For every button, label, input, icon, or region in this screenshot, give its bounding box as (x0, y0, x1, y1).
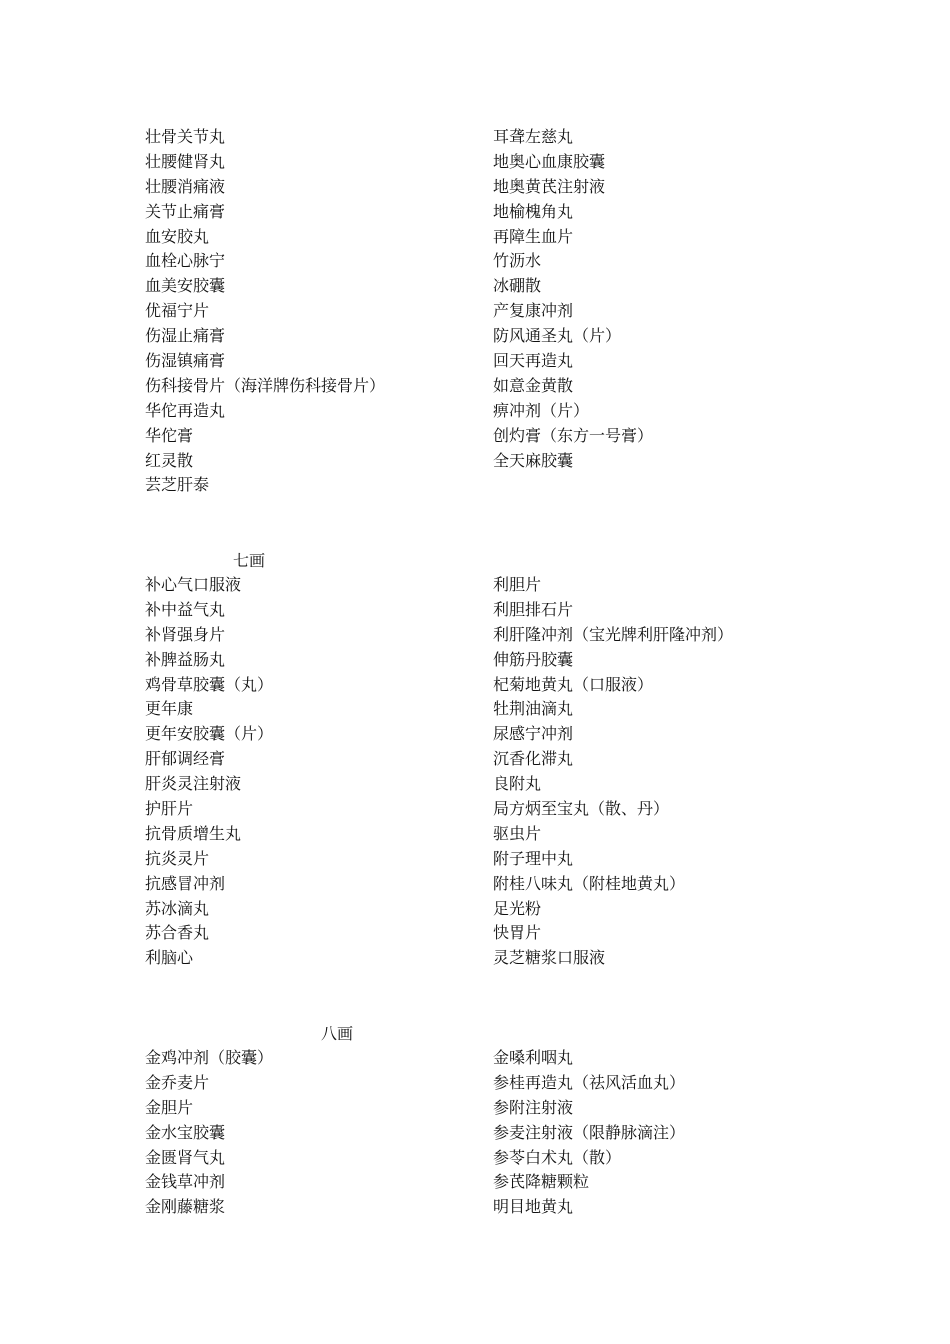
drug-name-item: 金嗓利咽丸 (493, 1048, 574, 1067)
drug-name-item: 关节止痛膏 (145, 201, 226, 221)
drug-name-item: 壮腰消痛液 (145, 176, 226, 196)
drug-name-item: 沉香化滞丸 (493, 749, 574, 769)
drug-name-item: 金水宝胶囊 (145, 1122, 226, 1142)
drug-name-item: 附桂八味丸（附桂地黄丸） (493, 873, 686, 893)
drug-name-item: 耳聋左慈丸 (493, 127, 574, 146)
drug-name-item: 快胃片 (493, 923, 542, 943)
drug-name-item: 华佗膏 (145, 425, 194, 445)
drug-name-item: 驱虫片 (493, 823, 542, 843)
drug-name-item: 明目地黄丸 (493, 1197, 574, 1217)
drug-name-item: 再障生血片 (493, 226, 574, 246)
drug-name-item: 伤湿止痛膏 (145, 326, 226, 346)
drug-name-item: 利脑心 (145, 948, 194, 968)
drug-name-item: 金鸡冲剂（胶囊） (145, 1048, 274, 1067)
drug-name-item: 补心气口服液 (145, 575, 242, 594)
drug-name-item: 如意金黄散 (493, 375, 574, 395)
drug-name-item: 更年康 (145, 699, 194, 719)
drug-name-item: 全天麻胶囊 (493, 450, 574, 470)
drug-name-item: 肝炎灵注射液 (145, 774, 242, 794)
drug-name-item: 抗感冒冲剂 (145, 873, 226, 893)
drug-name-item: 金匮肾气丸 (145, 1147, 226, 1167)
drug-name-item: 良附丸 (493, 774, 542, 794)
drug-column-right (493, 1046, 833, 1220)
drug-name-item: 足光粉 (493, 898, 542, 918)
drug-name-item: 地奥黄芪注射液 (493, 176, 606, 196)
drug-name-item: 竹沥水 (493, 251, 542, 271)
drug-name-item: 参芪降糖颗粒 (493, 1172, 590, 1192)
drug-column-right (493, 125, 833, 473)
drug-name-item: 抗炎灵片 (145, 848, 210, 868)
drug-name-item: 金刚藤糖浆 (145, 1197, 226, 1217)
drug-name-item: 创灼膏（东方一号膏） (493, 425, 654, 445)
drug-name-item: 护肝片 (145, 799, 194, 819)
drug-name-item: 参苓白术丸（散） (493, 1147, 622, 1167)
drug-column-left (145, 125, 485, 498)
drug-name-item: 血美安胶囊 (145, 276, 226, 296)
drug-name-item: 苏冰滴丸 (145, 898, 210, 918)
drug-name-item: 冰硼散 (493, 276, 542, 296)
drug-name-item: 利胆片 (493, 575, 542, 594)
drug-name-item: 更年安胶囊（片） (145, 724, 274, 744)
drug-name-item: 壮腰健肾丸 (145, 151, 226, 171)
drug-name-item: 补中益气丸 (145, 599, 226, 619)
drug-name-item: 杞菊地黄丸（口服液） (493, 674, 654, 694)
drug-name-item: 苏合香丸 (145, 923, 210, 943)
drug-name-item: 牡荆油滴丸 (493, 699, 574, 719)
drug-name-item: 利胆排石片 (493, 599, 574, 619)
drug-name-item: 肝郁调经膏 (145, 749, 226, 769)
drug-name-item: 尿感宁冲剂 (493, 724, 574, 744)
section-heading: 七画 (233, 551, 266, 570)
drug-name-item: 金钱草冲剂 (145, 1172, 226, 1192)
drug-name-item: 产复康冲剂 (493, 301, 574, 321)
drug-name-item: 附子理中丸 (493, 848, 574, 868)
drug-name-item: 优福宁片 (145, 301, 210, 321)
drug-name-item: 参桂再造丸（祛风活血丸） (493, 1072, 686, 1092)
drug-name-item: 金乔麦片 (145, 1072, 210, 1092)
drug-column-left (145, 1046, 485, 1220)
drug-name-item: 红灵散 (145, 450, 194, 470)
drug-name-item: 血安胶丸 (145, 226, 210, 246)
section-heading: 八画 (321, 1024, 354, 1043)
drug-name-item: 参附注射液 (493, 1097, 574, 1117)
drug-name-item: 抗骨质增生丸 (145, 823, 242, 843)
drug-column-right (493, 573, 833, 971)
drug-name-item: 华佗再造丸 (145, 400, 226, 420)
drug-name-item: 利肝隆冲剂（宝光牌利肝隆冲剂） (493, 624, 734, 644)
drug-name-item: 地榆槐角丸 (493, 201, 574, 221)
drug-name-item: 灵芝糖浆口服液 (493, 948, 606, 968)
drug-name-item: 血栓心脉宁 (145, 251, 226, 271)
drug-name-item: 补脾益肠丸 (145, 649, 226, 669)
drug-name-item: 鸡骨草胶囊（丸） (145, 674, 274, 694)
drug-name-item: 芸芝肝泰 (145, 475, 210, 495)
drug-name-item: 地奥心血康胶囊 (493, 151, 606, 171)
drug-column-left (145, 573, 485, 971)
drug-name-item: 参麦注射液（限静脉滴注） (493, 1122, 686, 1142)
drug-name-item: 痹冲剂（片） (493, 400, 590, 420)
drug-name-item: 壮骨关节丸 (145, 127, 226, 146)
drug-name-item: 防风通圣丸（片） (493, 326, 622, 346)
drug-name-item: 伸筋丹胶囊 (493, 649, 574, 669)
drug-name-item: 金胆片 (145, 1097, 194, 1117)
drug-name-item: 伤湿镇痛膏 (145, 351, 226, 371)
drug-name-item: 伤科接骨片（海洋牌伤科接骨片） (145, 375, 386, 395)
drug-name-item: 补肾强身片 (145, 624, 226, 644)
drug-name-item: 回天再造丸 (493, 351, 574, 371)
drug-name-item: 局方炳至宝丸（散、丹） (493, 799, 670, 819)
